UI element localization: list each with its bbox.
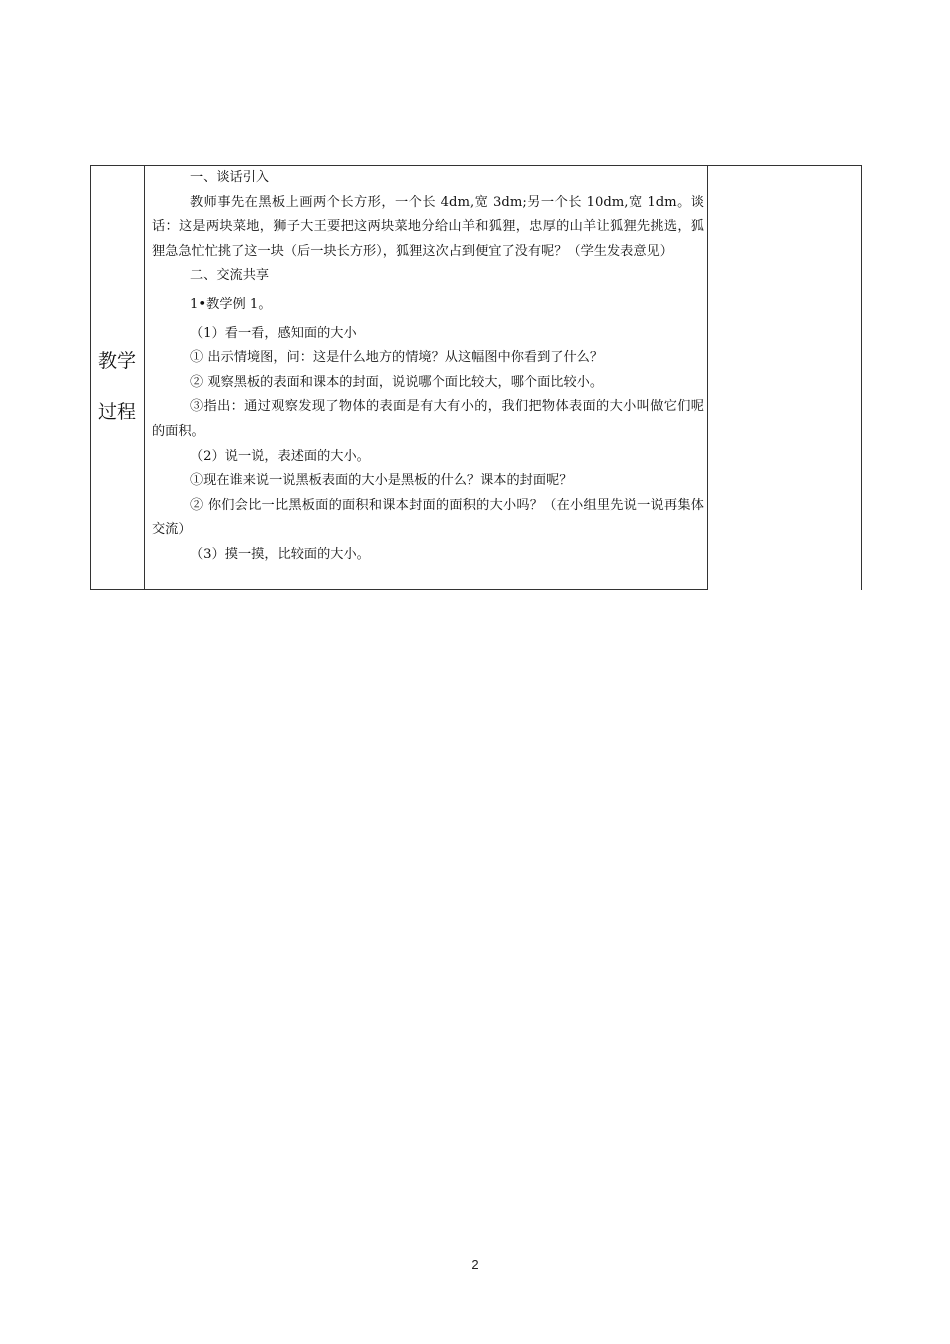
example-heading: 1•教学例 1。 <box>190 296 272 312</box>
section-label-cell <box>90 165 144 590</box>
section-label-line-2: 过程 <box>97 401 136 423</box>
heading-exchange: 二、交流共享 <box>190 268 270 284</box>
step-2-item-2: ② 你们会比一比黑板面的面积和课本封面的面积的大小吗？（在小组里先说一说再集体交流） <box>152 497 704 538</box>
table-right-border <box>861 165 862 590</box>
step-1-item-1: ① 出示情境图，问：这是什么地方的情境？从这幅图中你看到了什么？ <box>190 350 604 366</box>
table-bottom-border <box>90 589 708 590</box>
step-1-item-3: ③指出：通过观察发现了物体的表面是有大有小的，我们把物体表面的大小叫做它们呢的面积。 <box>152 399 704 439</box>
page-number: 2 <box>471 1257 479 1272</box>
section-label-line-1: 教学 <box>97 350 136 372</box>
heading-intro: 一、谈话引入 <box>190 170 270 185</box>
step-1-item-2: ② 观察黑板的表面和课本的封面，说说哪个面比较大，哪个面比较小。 <box>190 374 604 390</box>
paragraph-intro: 教师事先在黑板上画两个长方形，一个长 4dm,宽 3dm;另一个长 10dm,宽 1dm。谈话：这是两块菜地，狮子大王要把这两块菜地分给山羊和狐狸，忠厚的山羊让狐狸先挑选，狐狸急急忙忙挑了这一块（后一块长方形），狐狸这次占到便宜了没有呢？（学生发表意见） <box>152 194 704 259</box>
step-3-heading: （3）摸一摸，比较面的大小。 <box>190 546 370 562</box>
step-2-item-1: ①现在谁来说一说黑板表面的大小是黑板的什么？课本的封面呢？ <box>190 473 573 489</box>
notes-column-divider <box>707 165 708 590</box>
lesson-content <box>152 166 704 589</box>
step-1-heading: （1）看一看，感知面的大小 <box>190 325 357 341</box>
label-column-divider <box>144 165 145 590</box>
step-2-heading: （2）说一说，表述面的大小。 <box>190 448 370 464</box>
